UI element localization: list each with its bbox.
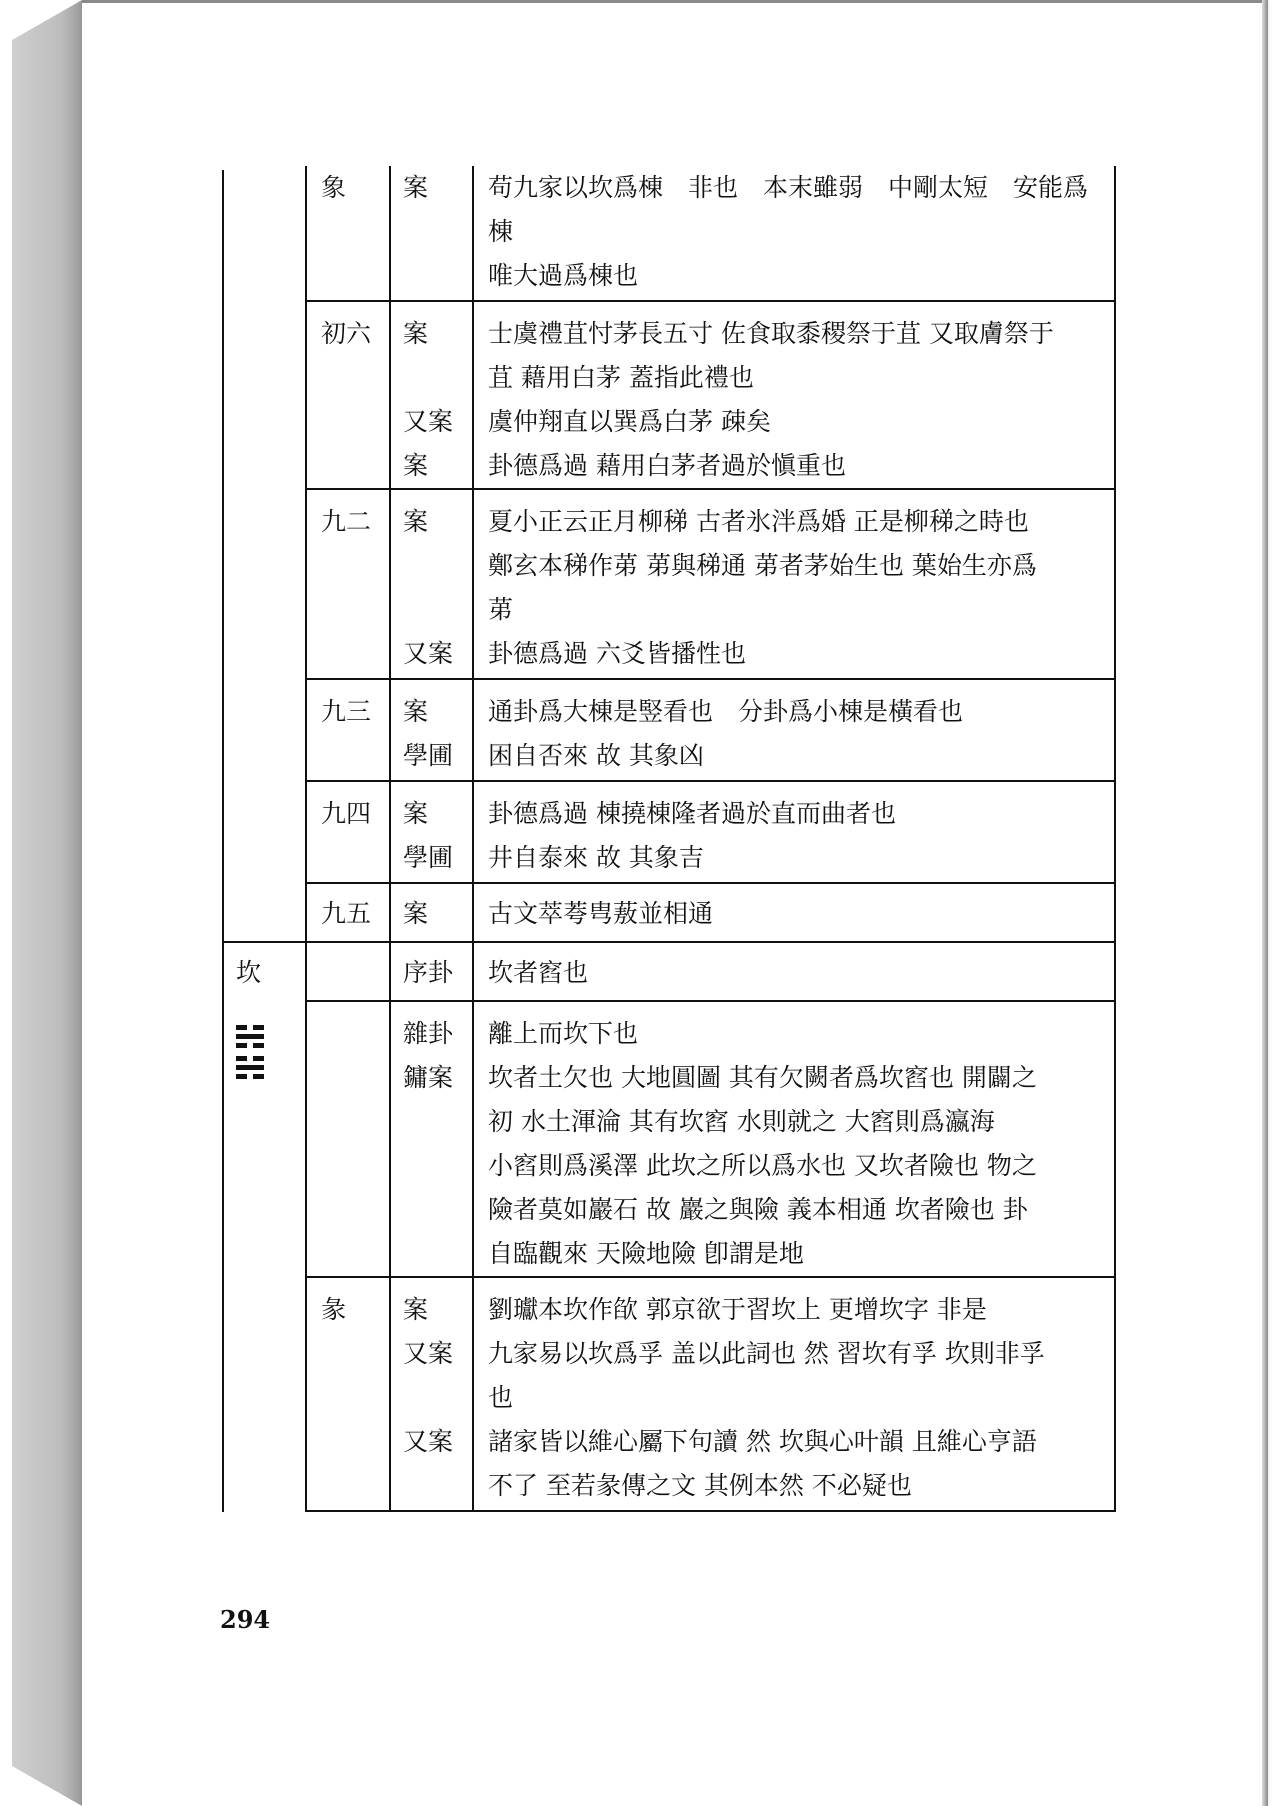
line-label-cell (305, 884, 389, 943)
line-label-cell (305, 1002, 389, 1278)
page-edge-right (1262, 0, 1268, 1806)
line-label: 彖 (321, 1295, 347, 1324)
book-edge (12, 0, 82, 1806)
table-row (305, 488, 1116, 680)
tag-label: 序卦 (403, 958, 454, 987)
tag-label: 案 (403, 799, 429, 828)
commentary-line: 卦德爲過 六爻皆播性也 (488, 639, 746, 668)
commentary-line: 鄭玄本稊作苐 苐與稊通 苐者茅始生也 葉始生亦爲 (488, 551, 1037, 580)
line-label-cell (305, 1278, 389, 1510)
commentary-line: 坎者土欠也 大地圓圖 其有欠闕者爲坎窞也 開闢之 (488, 1063, 1037, 1092)
tag-cell (389, 680, 472, 782)
line-label: 九二 (321, 507, 372, 536)
commentary-cell (472, 1278, 1116, 1510)
tag-cell (389, 1002, 472, 1278)
table-row (305, 678, 1116, 782)
commentary-cell (472, 680, 1116, 782)
line-label-cell (305, 166, 389, 300)
commentary-cell (472, 1002, 1116, 1278)
commentary-line: 虞仲翔直以巽爲白茅 疎矣 (488, 407, 771, 436)
commentary-line: 也 (488, 1383, 514, 1412)
commentary-line: 小窞則爲溪澤 此坎之所以爲水也 又坎者險也 物之 (488, 1151, 1037, 1180)
tag-cell (389, 782, 472, 884)
commentary-line: 不了 至若彖傳之文 其例本然 不必疑也 (488, 1471, 912, 1500)
line-label: 九五 (321, 899, 372, 928)
commentary-line: 苐 (488, 595, 514, 624)
table-row (305, 166, 1116, 300)
tag-label: 案 (403, 319, 429, 348)
tag-label: 案 (403, 173, 429, 202)
tag-label: 又案 (403, 1427, 454, 1456)
page-number: 294 (220, 1605, 271, 1634)
commentary-line: 棟 (488, 217, 514, 246)
commentary-line: 苟九家以坎爲棟 非也 本末雖弱 中剛太短 安能爲 (488, 173, 1089, 202)
line-label: 象 (321, 173, 347, 202)
table-row (305, 882, 1116, 943)
commentary-line: 井自泰來 故 其象吉 (488, 843, 704, 872)
commentary-cell (472, 166, 1116, 300)
tag-label: 案 (403, 1295, 429, 1324)
tag-cell (389, 1278, 472, 1510)
tag-cell (389, 943, 472, 1002)
tag-cell (389, 884, 472, 943)
commentary-cell (472, 302, 1116, 490)
tag-label: 案 (403, 507, 429, 536)
commentary-line: 卦德爲過 棟撓棟隆者過於直而曲者也 (488, 799, 896, 828)
table-row (305, 300, 1116, 490)
page-edge-top (82, 0, 1267, 3)
table-row (305, 1276, 1116, 1512)
hexagram-cell (222, 943, 305, 1002)
commentary-line: 劉瓛本坎作欿 郭京欲于習坎上 更增坎字 非是 (488, 1295, 987, 1324)
commentary-line: 通卦爲大棟是竪看也 分卦爲小棟是橫看也 (488, 697, 964, 726)
tag-label: 又案 (403, 1339, 454, 1368)
line-label-cell (305, 490, 389, 680)
commentary-line: 士虞禮苴忖茅長五寸 佐食取黍稷祭于苴 又取膚祭于 (488, 319, 1054, 348)
commentary-cell (472, 884, 1116, 943)
tag-cell (389, 490, 472, 680)
line-label: 九三 (321, 697, 372, 726)
line-label-cell (305, 302, 389, 490)
commentary-cell (472, 943, 1116, 1002)
commentary-cell (472, 782, 1116, 884)
table-row (222, 941, 1116, 1002)
table-row (305, 780, 1116, 884)
tag-cell (389, 302, 472, 490)
tag-label: 案 (403, 899, 429, 928)
kan-hexagram-icon (236, 1025, 264, 1083)
tag-label: 案 (403, 697, 429, 726)
tag-label: 雜卦 (403, 1019, 454, 1048)
tag-label: 學圃 (403, 843, 454, 872)
commentary-line: 苴 藉用白茅 蓋指此禮也 (488, 363, 754, 392)
commentary-line: 困自否來 故 其象凶 (488, 741, 704, 770)
tag-label: 鏞案 (403, 1063, 454, 1092)
outer-column-line (222, 170, 224, 1512)
line-label-cell (305, 782, 389, 884)
line-label: 初六 (321, 319, 372, 348)
tag-label: 又案 (403, 639, 454, 668)
tag-label: 又案 (403, 407, 454, 436)
commentary-line: 九家易以坎爲孚 盖以此詞也 然 習坎有孚 坎則非孚 (488, 1339, 1045, 1368)
tag-label: 案 (403, 451, 429, 480)
commentary-line: 卦德爲過 藉用白茅者過於愼重也 (488, 451, 846, 480)
line-label-cell (305, 943, 389, 1002)
tag-cell (389, 166, 472, 300)
line-label-cell (305, 680, 389, 782)
line-label: 九四 (321, 799, 372, 828)
table-row (305, 1000, 1116, 1278)
commentary-line: 離上而坎下也 (488, 1019, 639, 1048)
tag-label: 學圃 (403, 741, 454, 770)
commentary-line: 坎者窞也 (488, 958, 589, 987)
commentary-cell (472, 490, 1116, 680)
commentary-line: 夏小正云正月柳稊 古者氷泮爲婚 正是柳稊之時也 (488, 507, 1029, 536)
commentary-line: 自臨觀來 天險地險 卽謂是地 (488, 1239, 804, 1268)
commentary-line: 諸家皆以維心屬下句讀 然 坎與心叶韻 且維心亨語 (488, 1427, 1037, 1456)
commentary-line: 古文萃荂㽕蔜並相通 (488, 899, 714, 928)
commentary-line: 唯大過爲棟也 (488, 261, 639, 290)
commentary-line: 初 水土渾淪 其有坎窞 水則就之 大窞則爲瀛海 (488, 1107, 995, 1136)
hexagram-name: 坎 (236, 958, 262, 987)
commentary-line: 險者莫如巖石 故 巖之與險 義本相通 坎者險也 卦 (488, 1195, 1028, 1224)
